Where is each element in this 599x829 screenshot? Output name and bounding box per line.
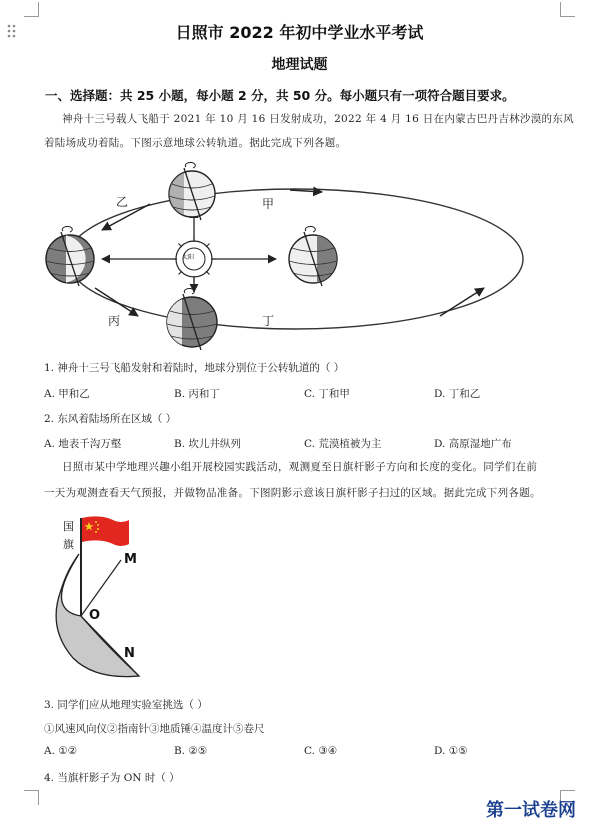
point-n-label: N	[124, 646, 135, 661]
orbit-label-ding: 丁	[262, 314, 275, 328]
point-o-label: O	[89, 608, 101, 623]
question-4-stem: 4. 当旗杆影子为 ON 时（ ）	[44, 772, 180, 784]
orbit-label-yi: 乙	[116, 195, 129, 209]
q1-option-c[interactable]: C. 丁和甲	[304, 388, 350, 400]
orbit-arrow-top-right	[290, 190, 322, 192]
orbit-diagram	[40, 160, 560, 360]
watermark-logo: 第一试卷网	[486, 800, 576, 821]
corner-mark-bottom-left	[24, 790, 39, 805]
orbit-label-bing: 丙	[108, 314, 121, 328]
orbit-arrow-bottom-right	[440, 288, 484, 316]
q2-option-c[interactable]: C. 荒漠植被为主	[304, 438, 382, 450]
passage-1-line-1: 神舟十三号载人飞船于 2021 年 10 月 16 日发射成功，2022 年 4 月 16 日在内蒙古巴丹吉林沙漠的东风	[62, 113, 574, 125]
q1-option-b[interactable]: B. 丙和丁	[174, 388, 220, 400]
q3-option-d[interactable]: D. ①⑤	[434, 745, 468, 757]
globe-top-icon	[169, 162, 215, 220]
flag-icon	[82, 516, 129, 546]
q3-option-a[interactable]: A. ①②	[44, 745, 78, 757]
passage-1-line-2: 着陆场成功着陆。下图示意地球公转轨道。据此完成下列各题。	[44, 137, 347, 149]
globe-bottom-icon	[167, 288, 217, 350]
shadow-line-om	[81, 560, 121, 616]
flag-label-1: 国	[63, 520, 74, 533]
q2-option-a[interactable]: A. 地表千沟万壑	[44, 438, 122, 450]
question-2-stem: 2. 东风着陆场所在区域（ ）	[44, 413, 177, 425]
orbit-label-jia: 甲	[262, 197, 275, 211]
passage-2-line-2: 一天为观测查看天气预报，并做物品准备。下图阴影示意该日旗杆影子扫过的区域。据此完成下列各题。	[44, 487, 541, 499]
globe-left-icon	[46, 226, 94, 286]
sun-label: 太阳	[182, 254, 195, 261]
q1-option-a[interactable]: A. 甲和乙	[44, 388, 90, 400]
globe-right-icon	[289, 226, 337, 286]
corner-mark-top-right	[560, 2, 575, 17]
question-3-stem: 3. 同学们应从地理实验室挑选（ ）	[44, 699, 208, 711]
page-title: 日照市 2022 年初中学业水平考试	[175, 23, 424, 42]
page-subtitle: 地理试题	[271, 57, 328, 73]
q1-option-d[interactable]: D. 丁和乙	[434, 388, 481, 400]
section-heading: 一、选择题：共 25 小题，每小题 2 分，共 50 分。每小题只有一项符合题目要求。	[45, 88, 515, 103]
q3-option-b[interactable]: B. ②⑤	[174, 745, 208, 757]
passage-2-line-1: 日照市某中学地理兴趣小组开展校园实践活动，观测夏至日旗杆影子方向和长度的变化。同学们在前	[62, 461, 538, 473]
q2-option-b[interactable]: B. 坎儿井纵列	[174, 438, 241, 450]
point-m-label: M	[124, 552, 137, 567]
question-3-items: ①风速风向仪②指南针③地质锤④温度计⑤卷尺	[44, 723, 265, 735]
corner-mark-top-left	[24, 2, 39, 17]
q3-option-c[interactable]: C. ③④	[304, 745, 338, 757]
q2-option-d[interactable]: D. 高原湿地广布	[434, 438, 512, 450]
question-1-stem: 1. 神舟十三号飞船发射和着陆时，地球分别位于公转轨道的（ ）	[44, 362, 345, 374]
flag-label-2: 旗	[63, 538, 74, 551]
